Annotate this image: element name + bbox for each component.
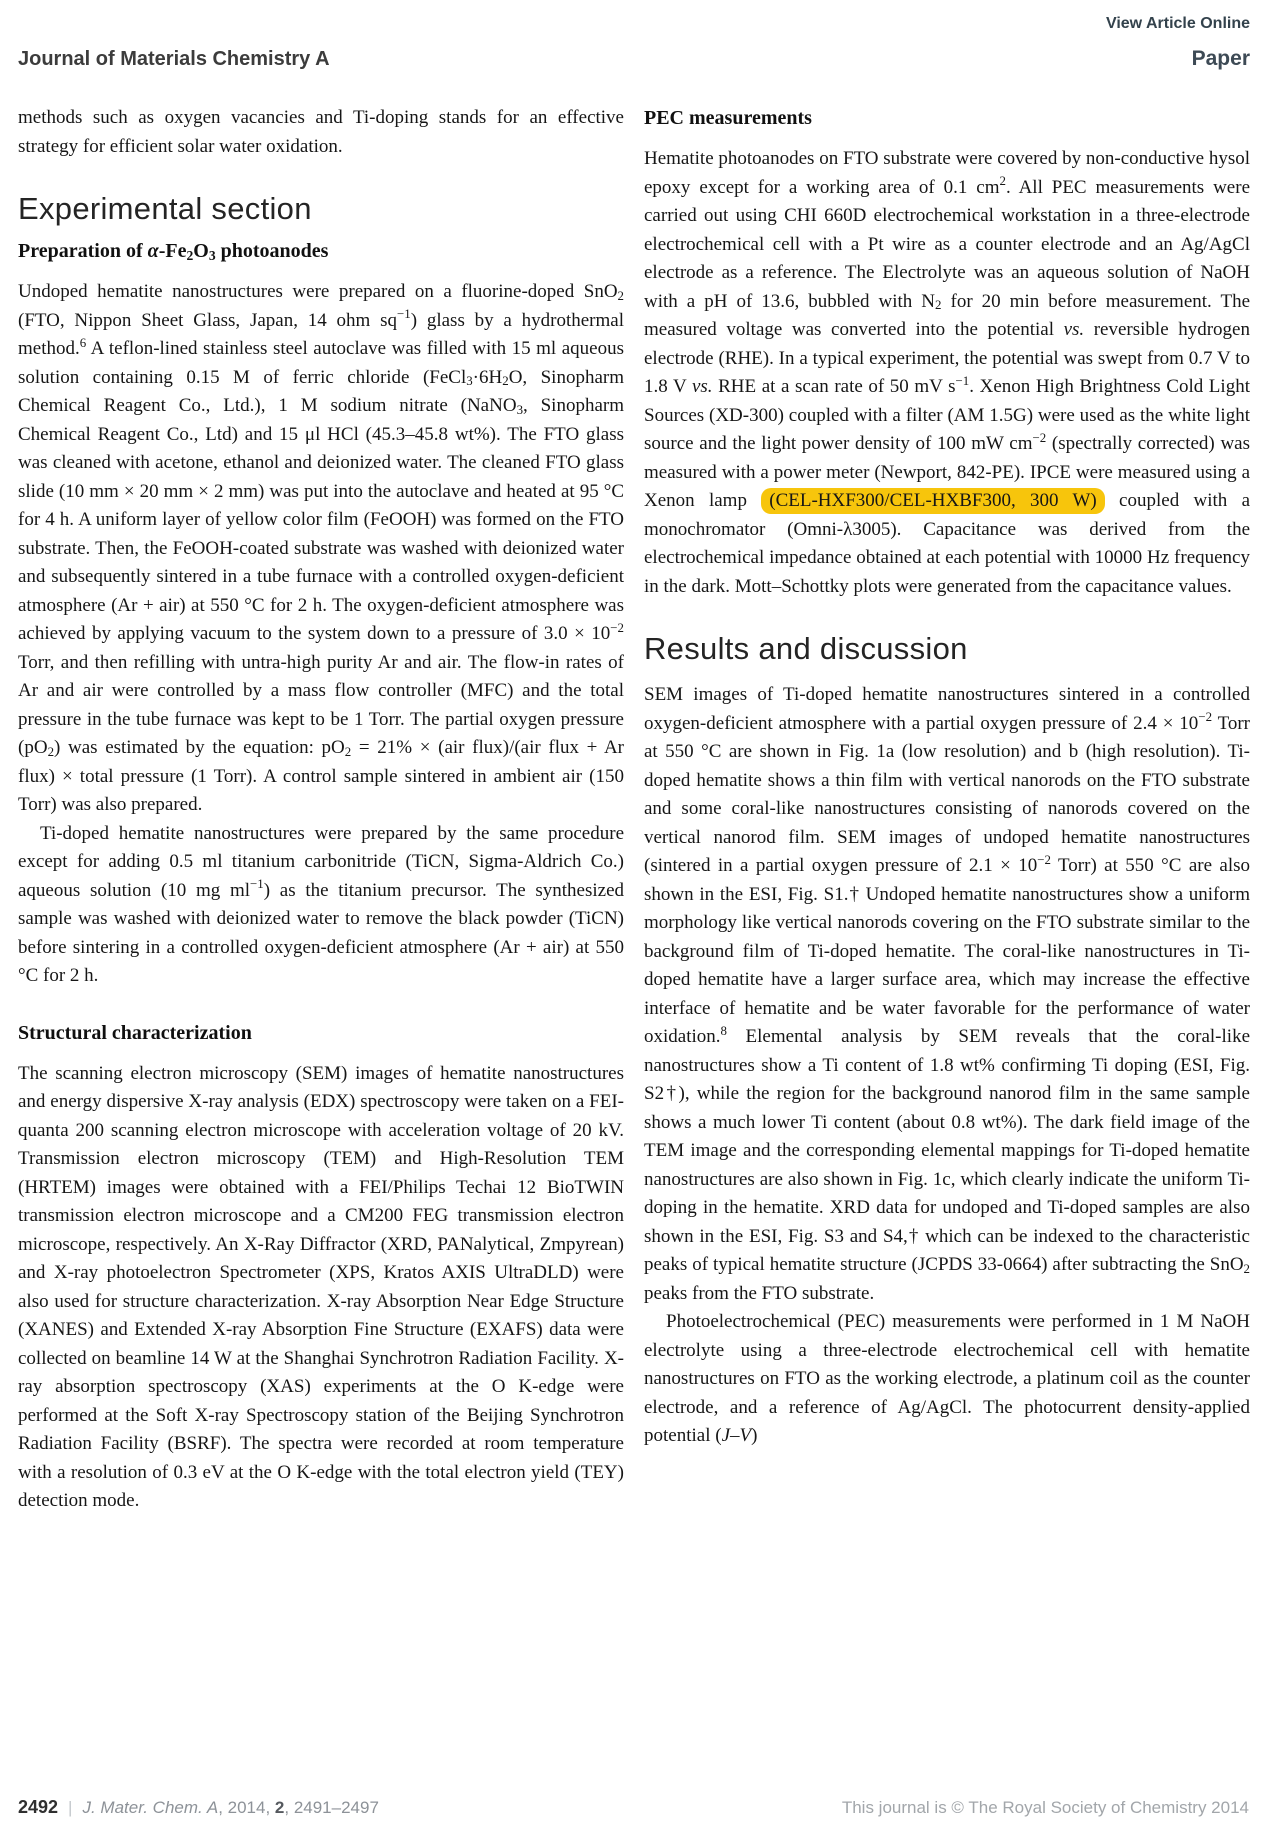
two-column-body [18, 104, 1250, 1516]
right-column [644, 104, 1250, 1516]
structural-characterization-subheading: Structural characterization [18, 1021, 252, 1044]
journal-title: Journal of Materials Chemistry A [18, 48, 330, 70]
journal-citation: J. Mater. Chem. A, 2014, 2, 2491–2497 [82, 1798, 379, 1817]
experimental-section-heading: Experimental section [18, 191, 312, 226]
pec-measurements-subheading: PEC measurements [644, 107, 812, 129]
preparation-paragraph-2: Ti-doped hematite nanostructures were prepared by the same procedure except for adding 0.5 ml titanium carbonitride (TiCN, Sigma-Aldrich Co.) aqueous solution (10 mg $ml^{-1}$) as the titanium precursor. The synthesized sample was washed with deionized water to remove the black powder (TiCN) before sintering in a controlled oxygen-deficient atmosphere (Ar + air) at 550 °C for 2 h. [18, 822, 625, 986]
left-column [18, 104, 624, 1516]
copyright-notice: This journal is © The Royal Society of Chemistry 2014 [841, 1798, 1249, 1817]
page-header [18, 14, 1250, 71]
preparation-subheading: Preparation of $\alpha-Fe_2O_3$ photoanodes [18, 240, 329, 263]
preparation-paragraph-1: Undoped hematite nanostructures were prepared on a fluorine-doped SnO$_2$ (FTO, Nippon Sheet Glass, Japan, 14 ohm $sq^{-1}$) glass by a hydrothermal method.$^6$ A teflon-lined stainless steel autoclave was filled with 15 ml aqueous solution containing 0.15 M of ferric chloride ($FeCl_3\cdot 6H_2O$, Sinopharm Chemical Reagent Co., Ltd.), 1 M sodium nitrate (NaNO$_3$, Sinopharm Chemical Reagent Co., Ltd) and 15 μl HCl (45.3–45.8 wt%). The FTO glass was cleaned with acetone, ethanol and deionized water. The cleaned FTO glass slide (10 mm × 20 mm × 2 mm) was put into the autoclave and heated at 95 °C for 4 h. A uniform layer of yellow color film (FeOOH) was formed on the FTO substrate. Then, the FeOOH-coated substrate was washed with deionized water and subsequently sintered in a tube furnace with a controlled oxygen-deficient atmosphere (Ar + air) at 550 °C for 2 h. The oxygen-deficient atmosphere was achieved by applying vacuum to the system down to a pressure of $3.0 \times 10^{-2}$ Torr, and then refilling with untra-high purity Ar and air. The flow-in rates of Ar and air were controlled by a mass flow controller (MFC) and the total pressure in the tube furnace was kept to be 1 Torr. The partial oxygen pressure $(pO_2)$ was estimated by the equation: $pO_2 = 21\% \times (air$ flux)/(air flux + Ar flux) × total pressure (1 Torr). A control sample sintered in ambient air (150 Torr) was also prepared. [18, 281, 625, 815]
page-footer [18, 1797, 1249, 1818]
highlighted-text: (CEL-HXF300/CEL-HXBF300, 300 W) [761, 488, 1105, 514]
view-article-online-row [18, 14, 1250, 34]
structural-characterization-paragraph: The scanning electron microscopy (SEM) images of hematite nanostructures and energy dispersive X-ray analysis (EDX) spectroscopy were taken on a FEI-quanta 200 scanning electron microscope with acceleration voltage of 20 kV. Transmission electron microscopy (TEM) and High-Resolution TEM (HRTEM) images were obtained with a FEI/Philips Techai 12 BioTWIN transmission electron microscope and a CM200 FEG transmission electron microscope, respectively. An X-Ray Diffractor (XRD, PANalytical, Zmpyrean) and X-ray photoelectron Spectrometer (XPS, Kratos AXIS UltraDLD) were also used for structure characterization. X-ray Absorption Near Edge Structure (XANES) and Extended X-ray Absorption Fine Structure (EXAFS) data were collected on beamline 14 W at the Shanghai Synchrotron Radiation Facility. X-ray absorption spectroscopy (XAS) experiments at the O K-edge were performed at the Soft X-ray Spectroscopy station of the Beijing Synchrotron Radiation Facility (BSRF). The spectra were recorded at room temperature with a resolution of 0.3 eV at the O K-edge with the total electron yield (TEY) detection mode. [18, 1062, 624, 1511]
results-paragraph-1: SEM images of Ti-doped hematite nanostructures sintered in a controlled oxygen-deficient atmosphere with a partial oxygen pressure of $2.4 \times 10^{-2}$ Torr at 550 °C are shown in Fig. 1a (low resolution) and b (high resolution). Ti-doped hematite shows a thin film with vertical nanorods on the FTO substrate and some coral-like nanostructures consisting of nanorods covered on the vertical nanorod film. SEM images of undoped hematite nanostructures (sintered in a partial oxygen pressure of $2.1 \times 10^{-2}$ Torr) at 550 °C are also shown in the ESI, Fig. S1.† Undoped hematite nanostructures show a uniform morphology like vertical nanorods covering on the FTO substrate similar to the background film of Ti-doped hematite. The coral-like nanostructures in Ti-doped hematite have a larger surface area, which may increase the effective interface of hematite and be water favorable for the performance of water oxidation.$^8$ Elemental analysis by SEM reveals that the coral-like nanostructures show a Ti content of 1.8 wt% confirming Ti doping (ESI, Fig. S2†), while the region for the background nanorod film in the same sample shows a much lower Ti content (about 0.8 wt%). The dark field image of the TEM image and the corresponding elemental mappings for Ti-doped hematite nanostructures are also shown in Fig. 1c, which clearly indicate the uniform Ti-doping in the hematite. XRD data for undoped and Ti-doped samples are also shown in the ESI, Fig. S3 and S4,† which can be indexed to the characteristic peaks of typical hematite structure (JCPDS 33-0664) after subtracting the SnO$_2$ peaks from the FTO substrate. [644, 684, 1251, 1304]
results-discussion-heading: Results and discussion [644, 631, 968, 666]
footer-citation-block [18, 1797, 379, 1818]
intro-paragraph: methods such as oxygen vacancies and Ti-doping stands for an effective strategy for efficient solar water oxidation. [18, 107, 624, 157]
journal-title-row [18, 47, 1250, 71]
footer-divider: | [68, 1798, 73, 1817]
page-number: 2492 [18, 1797, 59, 1817]
results-paragraph-2: Photoelectrochemical (PEC) measurements were performed in 1 M NaOH electrolyte using a three-electrode electrochemical cell with hematite nanostructures on FTO as the working electrode, a platinum coil as the counter electrode, and a reference of Ag/AgCl. The photocurrent density-applied potential (J–V) [644, 1311, 1250, 1446]
view-article-online-link[interactable]: View Article Online [1105, 15, 1250, 32]
article-type-label: Paper [1191, 47, 1250, 70]
pec-measurements-paragraph: Hematite photoanodes on FTO substrate were covered by non-conductive hysol epoxy except for a working area of 0.1 $cm^2$. All PEC measurements were carried out using CHI 660D electrochemical workstation in a three-electrode electrochemical cell with a Pt wire as a counter electrode and an Ag/AgCl electrode as a reference. The Electrolyte was an aqueous solution of NaOH with a pH of 13.6, bubbled with $N_2$ for 20 min before measurement. The measured voltage was converted into the potential vs. reversible hydrogen electrode (RHE). In a typical experiment, the potential was swept from 0.7 V to 1.8 V vs. RHE at a scan rate of 50 mV $s^{-1}$. Xenon High Brightness Cold Light Sources (XD-300) coupled with a filter (AM 1.5G) were used as the white light source and the light power density of 100 mW $cm^{-2}$ (spectrally corrected) was measured with a power meter (Newport, 842-PE). IPCE were measured using a Xenon lamp (CEL-HXF300/CEL-HXBF300, 300 W) coupled with a monochromator (Omni-λ3005). Capacitance was derived from the electrochemical impedance obtained at each potential with 10000 Hz frequency in the dark. Mott–Schottky plots were generated from the capacitance values. [644, 148, 1251, 597]
